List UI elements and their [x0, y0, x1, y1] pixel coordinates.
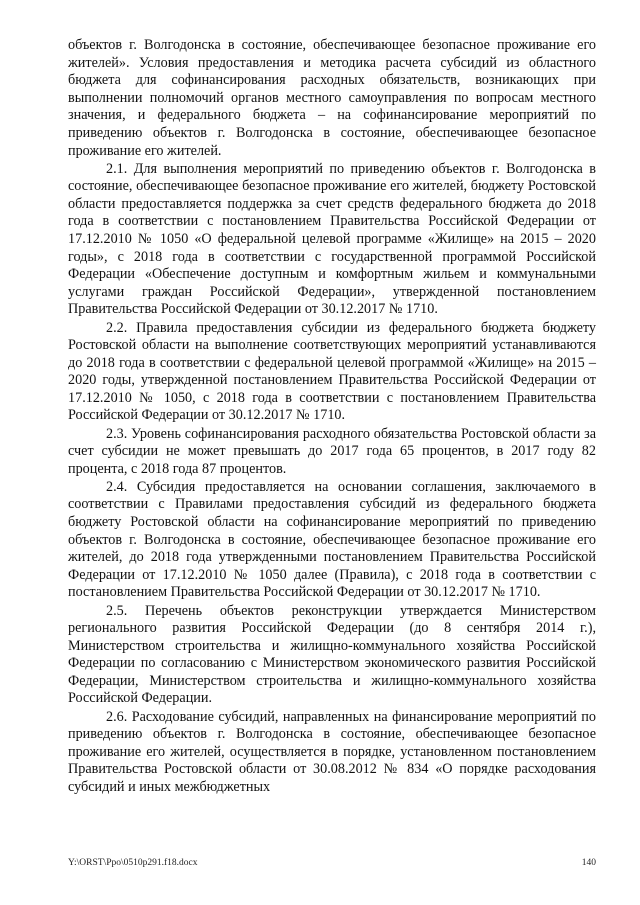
paragraph-2-5: 2.5. Перечень объектов реконструкции утверждается Министерством регионального развития Российской Федерации (до 8 сентября 2014 г.), Министерством строительства и жилищно-коммунального хозяйства Российской Федерации по согласованию с Министерством экономического развития Российской Федерации, Министерством строительства и жилищно-коммунального хозяйства Российской Федерации.: [68, 602, 596, 707]
page-number: 140: [581, 858, 596, 868]
paragraph-continuation: объектов г. Волгодонска в состояние, обеспечивающее безопасное проживание его жителей». Условия предоставления и методика расчета субсидий из областного бюджета для софинансирования расходных обязательств, возникающих при выполнении полномочий органов местного самоуправления по вопросам местного значения, и федерального бюджета – на софинансирование мероприятий по приведению объектов г. Волгодонска в состояние, обеспечивающее безопасное проживание его жителей.: [68, 37, 596, 159]
paragraph-2-6: 2.6. Расходование субсидий, направленных на финансирование мероприятий по приведению объектов г. Волгодонска в состояние, обеспечивающее безопасное проживание его жителей, осуществляется в порядке, установленном постановлением Правительства Ростовской области от 30.08.2012 № 834 «О порядке расходования субсидий и иных межбюджетных: [68, 708, 596, 795]
paragraph-2-2: 2.2. Правила предоставления субсидии из федерального бюджета бюджету Ростовской области на выполнение соответствующих мероприятий устанавливаются до 2018 года в соответствии с федеральной целевой программой «Жилище» на 2015 – 2020 годы, утвержденной постановлением Правительства Российской Федерации от 17.12.2010 № 1050, с 2018 года в соответствии с постановлением Правительства Российской Федерации от 30.12.2017 № 1710.: [68, 319, 596, 424]
document-body: [68, 37, 596, 797]
file-path: Y:\ORST\Ppo\0510p291.f18.docx: [68, 858, 198, 868]
paragraph-2-3: 2.3. Уровень софинансирования расходного обязательства Ростовской области за счет субсидии не может превышать до 2017 года 65 процентов, в 2017 году 82 процента, с 2018 года 87 процентов.: [68, 425, 596, 477]
paragraph-2-4: 2.4. Субсидия предоставляется на основании соглашения, заключаемого в соответствии с Правилами предоставления субсидий из федерального бюджета бюджету Ростовской области на софинансирование мероприятий по приведению объектов г. Волгодонска в состояние, обеспечивающее безопасное проживание его жителей, до 2018 года утвержденными постановлением Правительства Российской Федерации от 17.12.2010 № 1050 далее (Правила), с 2018 года в соответствии с постановлением Правительства Российской Федерации от 30.12.2017 № 1710.: [68, 478, 596, 601]
paragraph-2-1: 2.1. Для выполнения мероприятий по приведению объектов г. Волгодонска в состояние, обеспечивающее безопасное проживание его жителей, бюджету Ростовской области предоставляется поддержка за счет средств федерального бюджета до 2018 года в соответствии с постановлением Правительства Российской Федерации от 17.12.2010 № 1050 «О федеральной целевой программе «Жилище» на 2015 – 2020 годы», с 2018 года в соответствии с государственной программой Российской Федерации «Обеспечение доступным и комфортным жильем и коммунальными услугами граждан Российской Федерации», утвержденной постановлением Правительства Российской Федерации от 30.12.2017 № 1710.: [68, 160, 596, 318]
